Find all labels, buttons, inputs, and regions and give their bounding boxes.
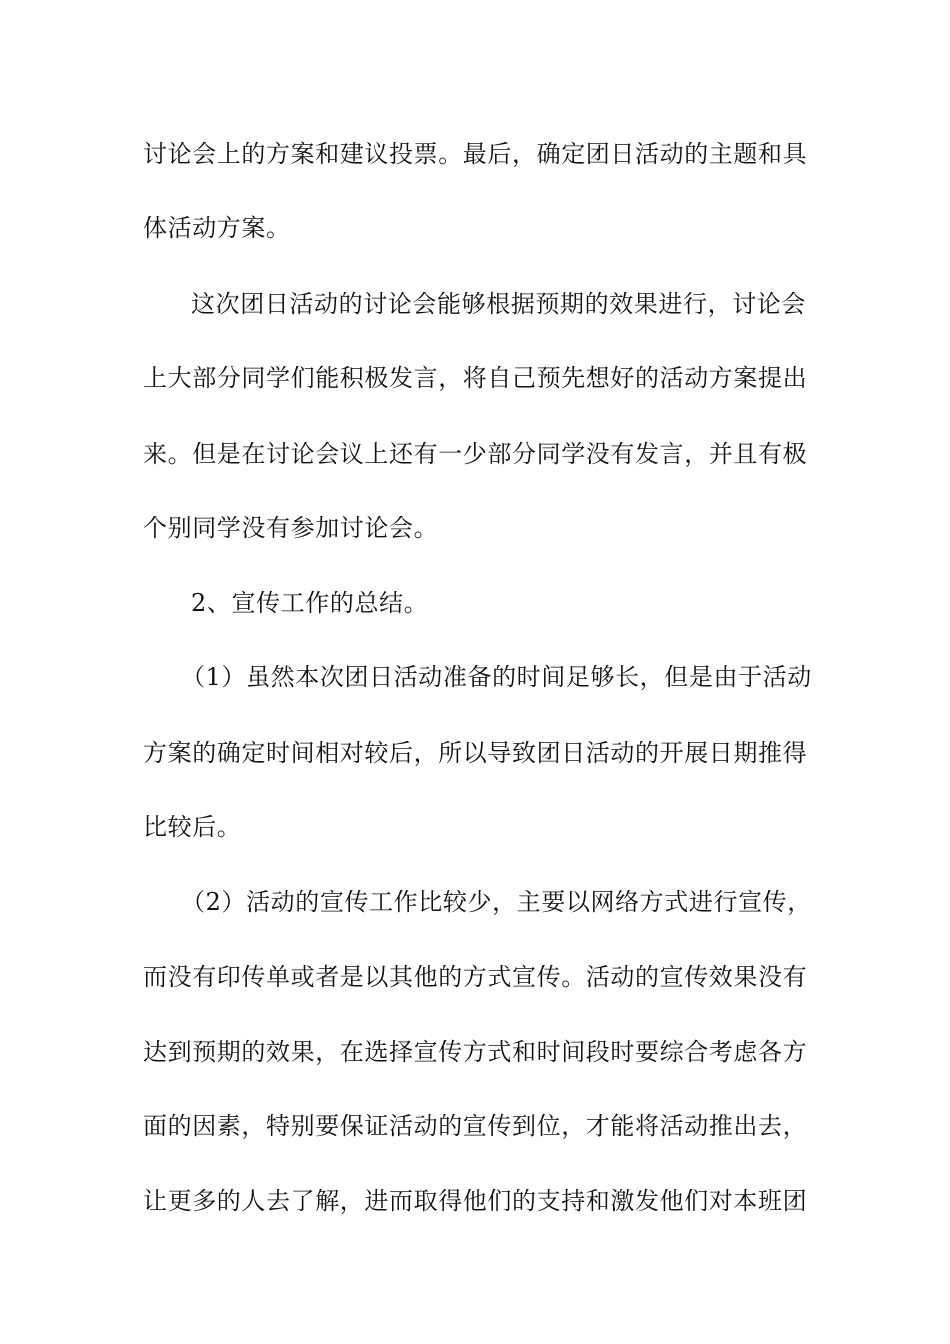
text-line-13: 达到预期的效果，在选择宣传方式和时间段时要综合考虑各方 <box>143 1038 808 1066</box>
text-line-6: 个别同学没有参加讨论会。 <box>143 514 439 542</box>
text-line-5: 来。但是在讨论会议上还有一少部分同学没有发言，并且有极 <box>143 440 808 468</box>
paragraph-discussion-start: 这次团日活动的讨论会能够根据预期的效果进行，讨论会 <box>191 290 806 318</box>
text-line-15: 让更多的人去了解，进而取得他们的支持和激发他们对本班团 <box>143 1187 808 1215</box>
text-line-12: 而没有印传单或者是以其他的方式宣传。活动的宣传效果没有 <box>143 963 808 991</box>
text-line-1: 讨论会上的方案和建议投票。最后，确定团日活动的主题和具 <box>143 140 808 168</box>
text-line-2: 体活动方案。 <box>143 214 291 242</box>
text-line-9: 方案的确定时间相对较后，所以导致团日活动的开展日期推得 <box>143 739 808 767</box>
text-line-14: 面的因素，特别要保证活动的宣传到位，才能将活动推出去， <box>143 1112 808 1140</box>
section-heading-publicity: 2、宣传工作的总结。 <box>191 589 429 617</box>
point-2-start: （2）活动的宣传工作比较少，主要以网络方式进行宣传， <box>181 888 812 916</box>
text-line-4: 上大部分同学们能积极发言，将自己预先想好的活动方案提出 <box>143 364 808 392</box>
point-1-start: （1）虽然本次团日活动准备的时间足够长，但是由于活动 <box>181 663 812 691</box>
text-line-10: 比较后。 <box>143 813 242 841</box>
